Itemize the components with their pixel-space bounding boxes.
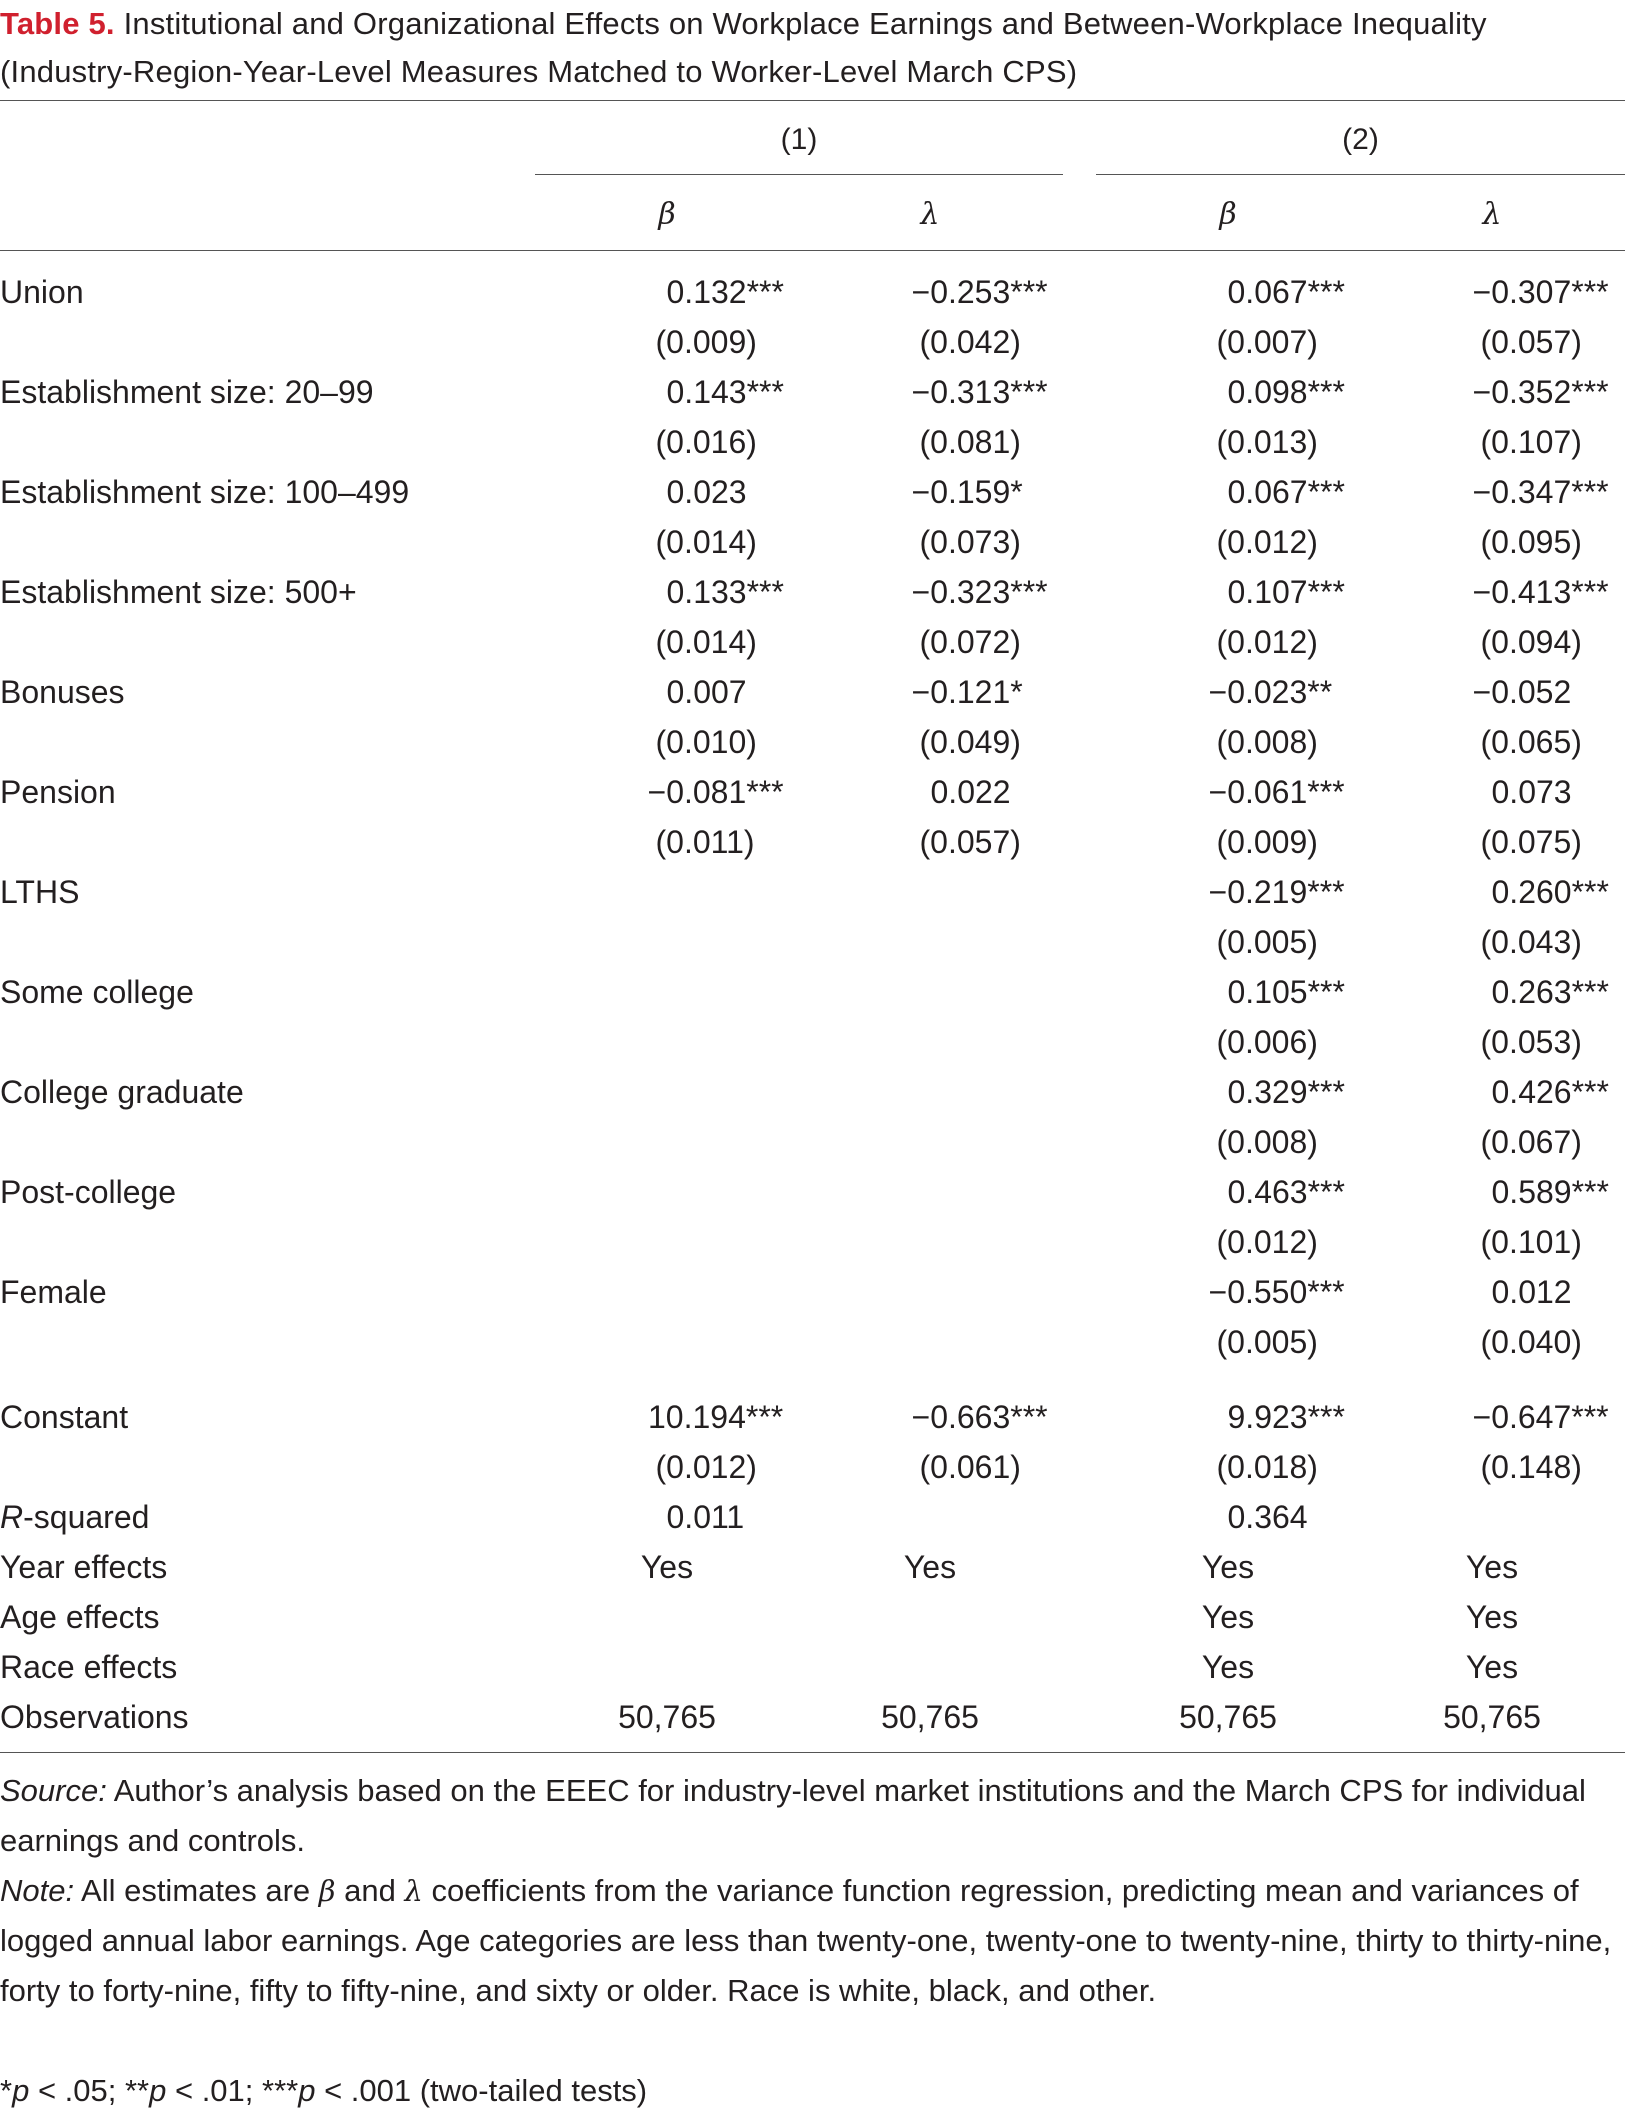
std-error-cell: (0.009) — [1216, 824, 1318, 860]
coefficient-cell: −0.647*** — [1472, 1399, 1609, 1435]
rsquared-cell: 0.011 — [666, 1499, 745, 1535]
note-label: Note: — [0, 1873, 75, 1908]
coefficient-cell: 0.098*** — [1227, 374, 1345, 410]
bottom-rule — [0, 1752, 1625, 1753]
coefficient-cell: 0.105*** — [1227, 974, 1345, 1010]
coefficient-cell: −0.219*** — [1208, 874, 1345, 910]
rsquared-r: R — [0, 1499, 24, 1535]
std-error-cell: (0.012) — [1216, 524, 1318, 560]
coefficient-cell: −0.313*** — [911, 374, 1048, 410]
std-error-cell: (0.042) — [919, 324, 1021, 360]
coefficient-cell: 0.329*** — [1227, 1074, 1345, 1110]
std-error-cell: (0.075) — [1480, 824, 1582, 860]
std-error-cell: (0.008) — [1216, 1124, 1318, 1160]
sig-t1: < .05; ** — [29, 2073, 150, 2108]
source-note — [0, 1766, 1625, 1866]
rsquared-cell: 0.364 — [1227, 1499, 1308, 1535]
coefficient-cell: 0.133*** — [666, 574, 784, 610]
row-label: Union — [0, 274, 84, 310]
coefficient-cell: −0.052 — [1472, 674, 1572, 710]
std-error-cell: (0.101) — [1480, 1224, 1582, 1260]
coefficient-cell: 0.022 — [930, 774, 1011, 810]
coefficient-cell: 0.463*** — [1227, 1174, 1345, 1210]
coefficient-cell: 0.023 — [666, 474, 747, 510]
coefficient-cell: 0.260*** — [1491, 874, 1609, 910]
top-rule — [0, 100, 1625, 101]
coefficient-cell: 9.923*** — [1227, 1399, 1345, 1435]
column-group-1: (1) — [780, 123, 818, 156]
sig-p3: p — [298, 2073, 316, 2108]
coefficient-cell: −0.413*** — [1472, 574, 1609, 610]
col2-lambda-header: λ — [1482, 197, 1502, 232]
row-label: Establishment size: 500+ — [0, 574, 357, 610]
coefficient-cell: −0.023** — [1208, 674, 1333, 710]
table-caption: Institutional and Organizational Effects on Workplace Earnings and Between-Workplace Inequality (Industry-Region-Year-Level Measures Matched to Worker-Level March CPS) — [0, 6, 1487, 89]
column-group-2: (2) — [1342, 123, 1379, 156]
coefficient-cell: −0.352*** — [1472, 374, 1609, 410]
std-error-cell: (0.095) — [1480, 524, 1582, 560]
row-label: Observations — [0, 1699, 189, 1735]
source-text: Author’s analysis based on the EEEC for industry-level market institutions and the March CPS for individual earnings and controls. — [0, 1773, 1586, 1858]
coefficient-cell: −0.323*** — [911, 574, 1048, 610]
std-error-cell: (0.081) — [919, 424, 1021, 460]
row-label: Constant — [0, 1399, 129, 1435]
row-label: Race effects — [0, 1649, 178, 1685]
row-label: Some college — [0, 974, 194, 1010]
group-1-rule — [535, 174, 1063, 175]
std-error-cell: (0.005) — [1216, 924, 1318, 960]
std-error-cell: (0.012) — [1216, 1224, 1318, 1260]
std-error-cell: (0.018) — [1216, 1449, 1318, 1485]
effect-cell: Yes — [640, 1549, 694, 1585]
rsquared-suffix: -squared — [23, 1499, 150, 1535]
row-label-rsquared — [0, 1497, 149, 1537]
std-error-cell: (0.073) — [919, 524, 1021, 560]
effect-cell: Yes — [1201, 1599, 1255, 1635]
effect-cell: Yes — [903, 1549, 957, 1585]
effect-cell: 50,765 — [1443, 1699, 1541, 1735]
coefficient-cell: 0.589*** — [1491, 1174, 1609, 1210]
table-number: Table 5. — [0, 6, 115, 41]
std-error-cell: (0.067) — [1480, 1124, 1582, 1160]
effect-cell: 50,765 — [1179, 1699, 1277, 1735]
std-error-cell: (0.007) — [1216, 324, 1318, 360]
sig-t3: < .001 (two-tailed tests) — [315, 2073, 648, 2108]
sig-t2: < .01; *** — [166, 2073, 299, 2108]
coefficient-cell: 0.067*** — [1227, 274, 1345, 310]
general-note — [0, 1866, 1625, 2016]
effect-cell: Yes — [1201, 1649, 1255, 1685]
coefficient-cell: 0.107*** — [1227, 574, 1345, 610]
col1-lambda-header: λ — [920, 197, 940, 232]
std-error-cell: (0.057) — [1480, 324, 1582, 360]
note-and: and — [344, 1873, 396, 1908]
effect-cell: Yes — [1465, 1599, 1519, 1635]
row-label: Female — [0, 1274, 107, 1310]
note-text-1: All estimates are — [81, 1873, 311, 1908]
note-beta: β — [318, 1874, 336, 1908]
row-label: Bonuses — [0, 674, 125, 710]
col2-beta-header: β — [1219, 197, 1237, 232]
std-error-cell: (0.012) — [1216, 624, 1318, 660]
coefficient-cell: −0.253*** — [911, 274, 1048, 310]
coefficient-cell: −0.347*** — [1472, 474, 1609, 510]
std-error-cell: (0.016) — [655, 424, 757, 460]
row-label: LTHS — [0, 874, 80, 910]
row-label: Establishment size: 20–99 — [0, 374, 374, 410]
std-error-cell: (0.040) — [1480, 1324, 1582, 1360]
effect-cell: Yes — [1465, 1549, 1519, 1585]
coefficient-cell: 0.426*** — [1491, 1074, 1609, 1110]
col1-beta-header: β — [658, 197, 676, 232]
row-label: Establishment size: 100–499 — [0, 474, 410, 510]
std-error-cell: (0.011) — [655, 824, 755, 860]
coefficient-cell: −0.061*** — [1208, 774, 1345, 810]
coefficient-cell: 0.132*** — [666, 274, 784, 310]
sig-star: * — [0, 2073, 13, 2108]
std-error-cell: (0.072) — [919, 624, 1021, 660]
std-error-cell: (0.057) — [919, 824, 1021, 860]
coefficient-cell: 0.073 — [1491, 774, 1572, 810]
sig-p1: p — [12, 2073, 30, 2108]
std-error-cell: (0.014) — [655, 624, 757, 660]
coefficient-cell: 0.067*** — [1227, 474, 1345, 510]
coefficient-cell: 0.007 — [666, 674, 747, 710]
std-error-cell: (0.014) — [655, 524, 757, 560]
std-error-cell: (0.049) — [919, 724, 1021, 760]
coefficient-cell: −0.159* — [911, 474, 1023, 510]
sig-p2: p — [149, 2073, 167, 2108]
table-title — [0, 0, 1625, 96]
note-text-2: coefficients from the variance function regression, predicting mean and variances of logged annual labor earnings. Age categories are less than twenty-one, twenty-one to twenty-nine, thirty to thirty-nine, forty to forty-nine, fifty to fifty-nine, and sixty or older. Race is white, black, and other. — [0, 1873, 1612, 2008]
coefficient-cell: 10.194*** — [648, 1399, 784, 1435]
coefficient-cell: −0.081*** — [647, 774, 784, 810]
coefficient-cell: −0.663*** — [911, 1399, 1048, 1435]
effect-cell: 50,765 — [881, 1699, 979, 1735]
std-error-cell: (0.009) — [655, 324, 757, 360]
std-error-cell: (0.053) — [1480, 1024, 1582, 1060]
coefficient-cell: 0.263*** — [1491, 974, 1609, 1010]
std-error-cell: (0.107) — [1480, 424, 1582, 460]
std-error-cell: (0.012) — [655, 1449, 757, 1485]
row-label: Year effects — [0, 1549, 168, 1585]
source-label: Source: — [0, 1773, 107, 1808]
std-error-cell: (0.013) — [1216, 424, 1318, 460]
std-error-cell: (0.094) — [1480, 624, 1582, 660]
effect-cell: Yes — [1201, 1549, 1255, 1585]
coefficient-cell: −0.121* — [911, 674, 1023, 710]
std-error-cell: (0.061) — [919, 1449, 1021, 1485]
note-lambda: λ — [404, 1874, 423, 1908]
std-error-cell: (0.065) — [1480, 724, 1582, 760]
std-error-cell: (0.005) — [1216, 1324, 1318, 1360]
row-label: Post-college — [0, 1174, 177, 1210]
row-label: Pension — [0, 774, 116, 810]
header-rule — [0, 250, 1625, 251]
effect-cell: 50,765 — [618, 1699, 716, 1735]
std-error-cell: (0.148) — [1480, 1449, 1582, 1485]
std-error-cell: (0.043) — [1480, 924, 1582, 960]
row-label: Age effects — [0, 1599, 160, 1635]
coefficient-cell: 0.012 — [1491, 1274, 1572, 1310]
std-error-cell: (0.010) — [655, 724, 757, 760]
coefficient-cell: −0.550*** — [1208, 1274, 1345, 1310]
coefficient-cell: 0.143*** — [666, 374, 784, 410]
effect-cell: Yes — [1465, 1649, 1519, 1685]
coefficient-cell: −0.307*** — [1472, 274, 1609, 310]
std-error-cell: (0.006) — [1216, 1024, 1318, 1060]
group-2-rule — [1096, 174, 1625, 175]
std-error-cell: (0.008) — [1216, 724, 1318, 760]
row-label: College graduate — [0, 1074, 244, 1110]
